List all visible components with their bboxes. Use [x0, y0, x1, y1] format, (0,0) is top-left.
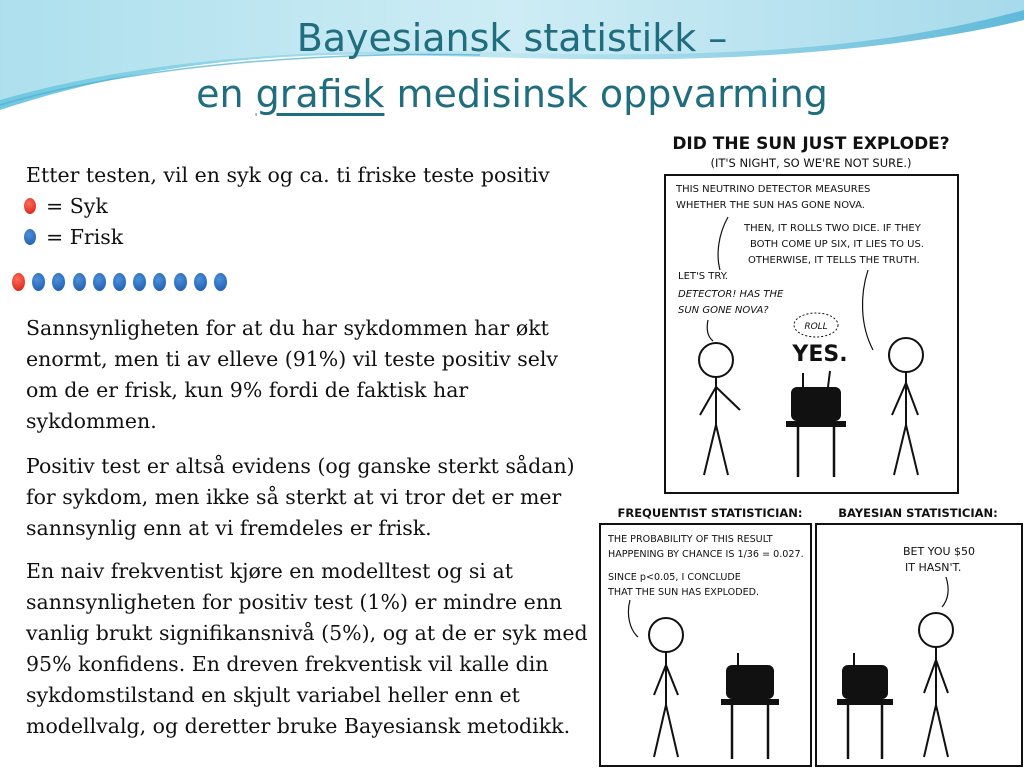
sick-person-dot [12, 273, 25, 291]
yes-answer: YES. [792, 342, 848, 367]
red-dot-icon [24, 198, 36, 214]
panel2-header: FREQUENTIST STATISTICIAN: [617, 506, 803, 520]
panel2-text: THE PROBABILITY OF THIS RESULT HAPPENING BY CHANCE IS 1/36 = 0.027. SINCE p<0.05, I CONCLUDE THAT THE SUN HAS EXPLODED. [608, 534, 804, 598]
blue-dot-icon [24, 229, 36, 245]
title-underlined-word: grafisk [255, 72, 385, 116]
intro-text: Etter testen, vil en syk og ca. ti friske teste positiv [26, 163, 550, 187]
population-dots [12, 273, 234, 291]
healthy-person-dot [113, 273, 126, 291]
paragraph-3: En naiv frekventist kjøre en modelltest og si at sannsynligheten for positiv test (1%) er mindre enn vanlig brukt signifikansnivå (5%), og at de er syk med 95% konfidens. En dreven frekventisk vil kalle din sykdomstilstand en skjult variabel heller enn et modellvalg, og deretter bruke Bayesiansk metodikk. [26, 559, 588, 738]
healthy-person-dot [73, 273, 86, 291]
title-line-2 [0, 66, 1024, 122]
healthy-person-dot [93, 273, 106, 291]
panel1-caption1: THIS NEUTRINO DETECTOR MEASURES WHETHER THE SUN HAS GONE NOVA. [676, 184, 871, 211]
panel3-text: BET YOU $50 IT HASN'T. [903, 545, 976, 574]
legend-sick-label: = Syk [46, 194, 108, 218]
legend-sick [24, 194, 108, 218]
healthy-person-dot [133, 273, 146, 291]
xkcd-comic [598, 125, 1024, 768]
comic-subtitle: (IT'S NIGHT, SO WE'RE NOT SURE.) [710, 156, 912, 170]
panel1-caption2: THEN, IT ROLLS TWO DICE. IF THEY BOTH COME UP SIX, IT LIES TO US. OTHERWISE, IT TELLS THE TRUTH. [744, 223, 924, 266]
healthy-person-dot [194, 273, 207, 291]
title-suffix: medisinsk oppvarming [384, 72, 828, 116]
comic-title: DID THE SUN JUST EXPLODE? [672, 134, 950, 154]
healthy-person-dot [32, 273, 45, 291]
roll-label: ROLL [804, 322, 828, 332]
healthy-person-dot [214, 273, 227, 291]
title-line-1: Bayesiansk statistikk – [296, 16, 728, 60]
healthy-person-dot [153, 273, 166, 291]
healthy-person-dot [174, 273, 187, 291]
panel3-header: BAYESIAN STATISTICIAN: [838, 506, 998, 520]
paragraph-1: Sannsynligheten for at du har sykdommen har økt enormt, men ti av elleve (91%) vil teste positiv selv om de er frisk, kun 9% fordi de faktisk har sykdommen. [26, 316, 558, 433]
legend-healthy [24, 225, 123, 249]
slide-title [0, 10, 1024, 122]
healthy-person-dot [52, 273, 65, 291]
paragraph-2: Positiv test er altså evidens (og ganske sterkt sådan) for sykdom, men ikke så sterkt at vi tror det er mer sannsynlig enn at vi fremdeles er frisk. [26, 454, 575, 540]
panel1-speech: LET'S TRY. DETECTOR! HAS THE SUN GONE NOVA? [678, 271, 784, 316]
legend-healthy-label: = Frisk [46, 225, 124, 249]
title-prefix: en [196, 72, 256, 116]
